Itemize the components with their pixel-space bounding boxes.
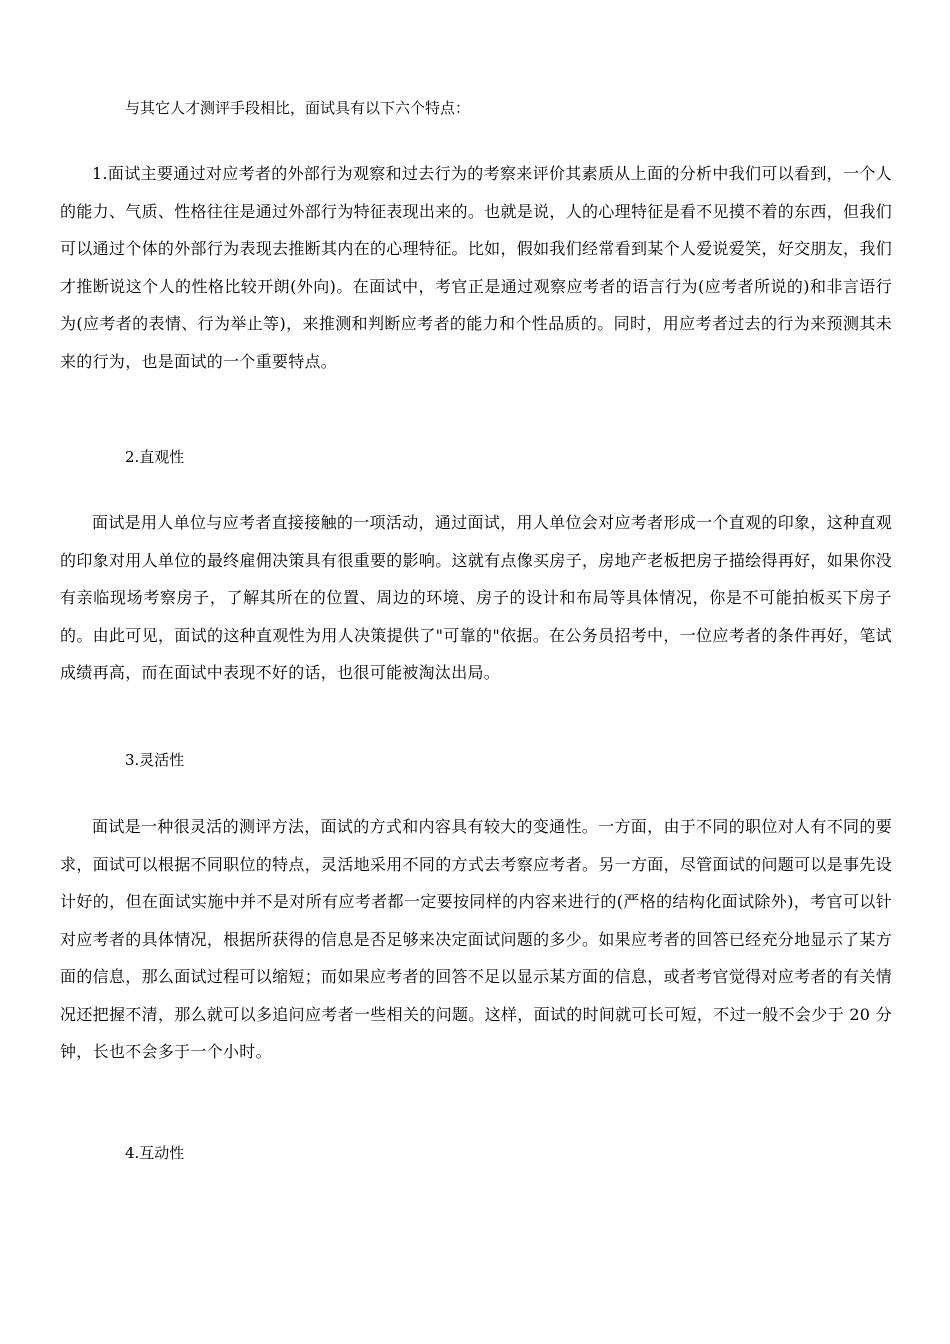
paragraph-1: 1.面试主要通过对应考者的外部行为观察和过去行为的考察来评价其素质从上面的分析中我们可以看到，一个人的能力、气质、性格往往是通过外部行为特征表现出来的。也就是说，人的心理特征是看不见摸不着的东西，但我们可以通过个体的外部行为表现去推断其内在的心理特征。比如，假如我们经常看到某个人爱说爱笑，好交朋友，我们才推断说这个人的性格比较开朗(外向)。在面试中，考官正是通过观察应考者的语言行为(应考者所说的)和非言语行为(应考者的表情、行为举止等)，来推测和判断应考者的能力和个性品质的。同时，用应考者过去的行为来预测其未来的行为，也是面试的一个重要特点。 <box>60 164 892 371</box>
heading-3-flexibility: 3.灵活性 <box>125 751 185 769</box>
intro-line: 与其它人才测评手段相比，面试具有以下六个特点： <box>125 99 471 117</box>
paragraph-2: 面试是用人单位与应考者直接接触的一项活动，通过面试，用人单位会对应考者形成一个直观的印象，这种直观的印象对用人单位的最终雇佣决策具有很重要的影响。这就有点像买房子，房地产老板把房子描绘得再好，如果你没有亲临现场考察房子，了解其所在的位置、周边的环境、房子的设计和布局等具体情况，你是不可能拍板买下房子的。由此可见，面试的这种直观性为用人决策提供了"可靠的"依据。在公务员招考中，一位应考者的条件再好，笔试成绩再高，而在面试中表现不好的话，也很可能被淘汰出局。 <box>60 513 892 682</box>
heading-4-interactivity: 4.互动性 <box>125 1144 185 1162</box>
heading-2-intuitiveness: 2.直观性 <box>125 448 185 466</box>
paragraph-3: 面试是一种很灵活的测评方法，面试的方式和内容具有较大的变通性。一方面，由于不同的职位对人有不同的要求，面试可以根据不同职位的特点，灵活地采用不同的方式去考察应考者。另一方面，尽管面试的问题可以是事先设计好的，但在面试实施中并不是对所有应考者都一定要按同样的内容来进行的(严格的结构化面试除外)，考官可以针对应考者的具体情况，根据所获得的信息是否足够来决定面试问题的多少。如果应考者的回答已经充分地显示了某方面的信息，那么面试过程可以缩短；而如果应考者的回答不足以显示某方面的信息，或者考官觉得对应考者的有关情况还把握不清，那么就可以多追问应考者一些相关的问题。这样，面试的时间就可长可短，不过一般不会少于 20 分钟，长也不会多于一个小时。 <box>60 817 892 1061</box>
